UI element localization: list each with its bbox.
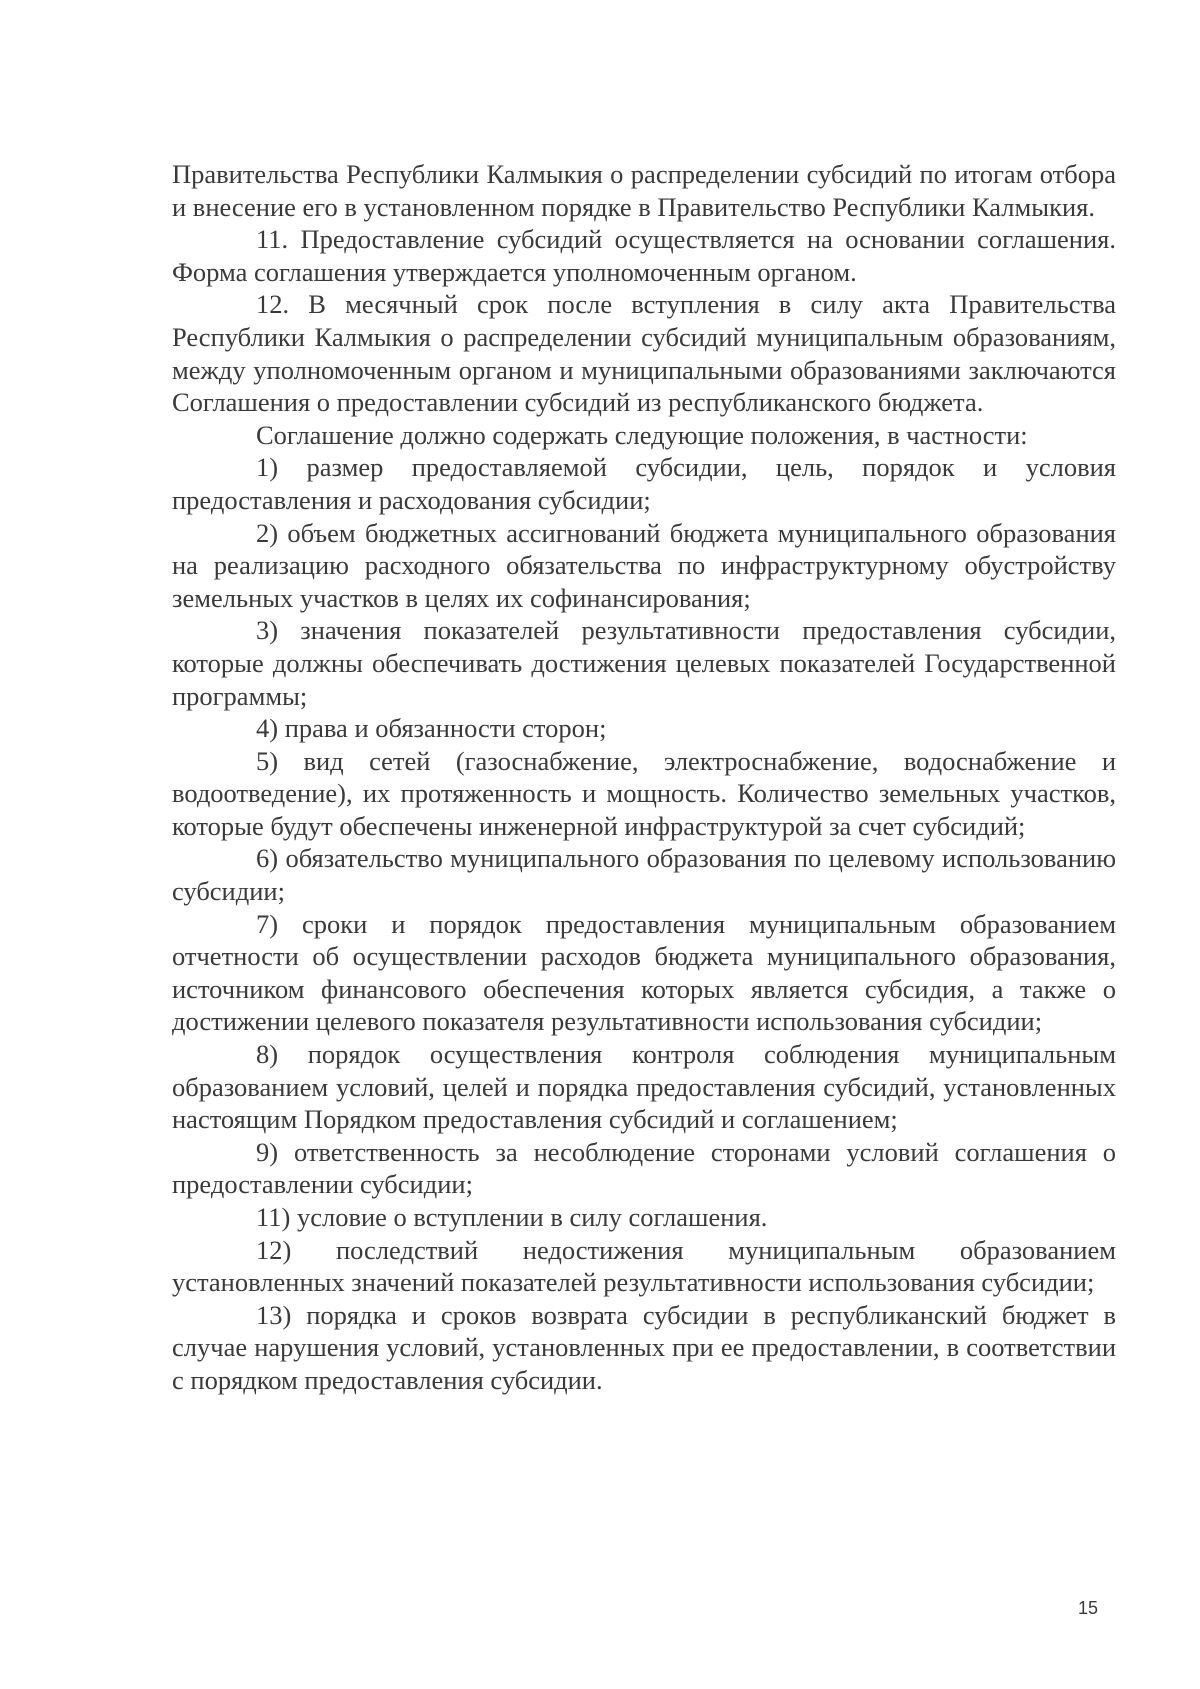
list-item-8: 8) порядок осуществления контроля соблюдения муниципальным образованием условий, целей и порядка предоставления субсидий, установленных настоящим Порядком предоставления субсидий и соглашением; — [172, 1039, 1116, 1135]
list-item-5: 5) вид сетей (газоснабжение, электроснабжение, водоснабжение и водоотведение), их протяженность и мощность. Количество земельных участков, которые будут обеспечены инженерной инфраструктурой за счет субсидий; — [172, 745, 1116, 841]
page-number: 15 — [1078, 1598, 1099, 1618]
list-item-1: 1) размер предоставляемой субсидии, цель, порядок и условия предоставления и расходования субсидии; — [172, 452, 1116, 515]
list-item-12: 12) последствий недостижения муниципальным образованием установленных значений показателей результативности использования субсидии; — [172, 1234, 1116, 1298]
paragraph-agreement-intro: Соглашение должно содержать следующие положения, в частности: — [256, 419, 1028, 450]
paragraph-item-11: 11. Предоставление субсидий осуществляется на основании соглашения. Форма соглашения утверждается уполномоченным органом. — [172, 224, 1116, 287]
list-item-7: 7) сроки и порядок предоставления муниципальным образованием отчетности об осуществлении расходов бюджета муниципального образования, источником финансового обеспечения которых является субсидия, а также о достижении целевого показателя результативности использования субсидии; — [172, 908, 1116, 1037]
list-item-2: 2) объем бюджетных ассигнований бюджета муниципального образования на реализацию расходного обязательства по инфраструктурному обустройству земельных участков в целях их софинансирования; — [172, 517, 1116, 613]
document-body — [172, 158, 1116, 1397]
paragraph-continuation: Правительства Республики Калмыкия о распределении субсидий по итогам отбора и внесение его в установленном порядке в Правительство Республики Калмыкия. — [172, 159, 1116, 222]
list-item-13: 13) порядка и сроков возврата субсидии в республиканский бюджет в случае нарушения условий, установленных при ее предоставлении, в соответствии с порядком предоставления субсидии. — [172, 1299, 1116, 1395]
list-item-3: 3) значения показателей результативности предоставления субсидии, которые должны обеспечивать достижения целевых показателей Государственной программы; — [172, 615, 1116, 711]
list-item-11: 11) условие о вступлении в силу соглашения. — [256, 1202, 768, 1232]
list-item-4: 4) права и обязанности сторон; — [256, 713, 607, 744]
paragraph-item-12: 12. В месячный срок после вступления в силу акта Правительства Республики Калмыкия о распределении субсидий муниципальным образованиям, между уполномоченным органом и муниципальными образованиями заключаются Соглашения о предоставлении субсидий из республиканского бюджета. — [172, 289, 1116, 418]
list-item-9: 9) ответственность за несоблюдение сторонами условий соглашения о предоставлении субсидии; — [172, 1136, 1116, 1200]
list-item-6: 6) обязательство муниципального образования по целевому использованию субсидии; — [172, 843, 1116, 907]
